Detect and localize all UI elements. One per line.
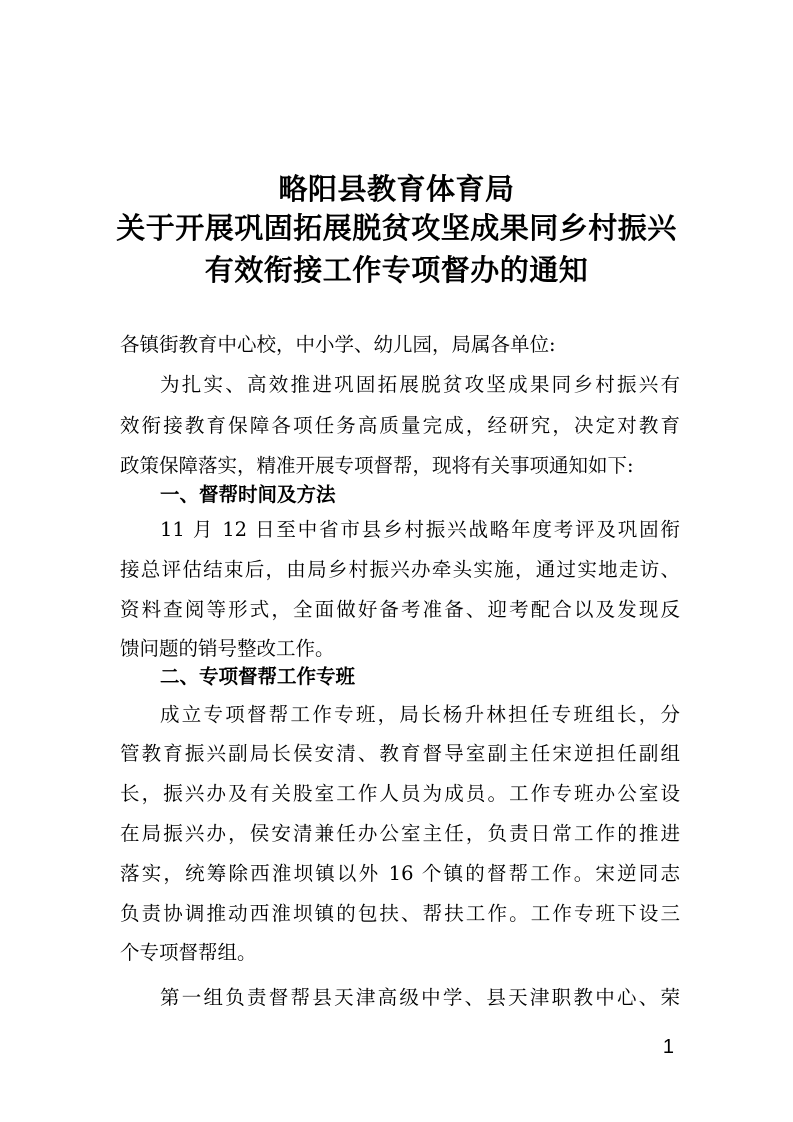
section-2-next-paragraph: 第一组负责督帮县天津高级中学、县天津职教中心、荣 xyxy=(160,986,680,1009)
document-title-line-3: 有效衔接工作专项督办的通知 xyxy=(204,253,589,287)
salutation: 各镇街教育中心校，中小学、幼儿园，局属各单位: xyxy=(120,333,556,356)
section-1-heading: 一、督帮时间及方法 xyxy=(160,483,336,506)
section-1-line-4: 馈问题的销号整改工作。 xyxy=(120,637,335,660)
section-2-line-3: 长，振兴办及有关股室工作人员为成员。工作专班办公室设 xyxy=(120,782,680,805)
intro-line-2: 效衔接教育保障各项任务高质量完成，经研究，决定对教育 xyxy=(120,414,680,437)
section-1-line-1: 11 月 12 日至中省市县乡村振兴战略年度考评及巩固衔 xyxy=(160,518,680,541)
intro-line-3: 政策保障落实，精准开展专项督帮，现将有关事项通知如下: xyxy=(120,454,634,477)
section-2-line-7: 个专项督帮组。 xyxy=(120,941,257,964)
section-2-heading: 二、专项督帮工作专班 xyxy=(160,665,356,688)
page-number: 1 xyxy=(662,1036,674,1058)
section-2-line-6: 负责协调推动西淮坝镇的包扶、帮扶工作。工作专班下设三 xyxy=(120,902,680,925)
section-1-line-3: 资料查阅等形式，全面做好备考准备、迎考配合以及发现反 xyxy=(120,598,680,621)
section-2-line-1: 成立专项督帮工作专班，局长杨升林担任专班组长，分 xyxy=(160,703,680,726)
section-2-line-5: 落实，统筹除西淮坝镇以外 16 个镇的督帮工作。宋逆同志 xyxy=(120,862,680,885)
document-title-line-1: 略阳县教育体育局 xyxy=(278,172,515,206)
section-2-line-2: 管教育振兴副局长侯安清、教育督导室副主任宋逆担任副组 xyxy=(120,742,680,765)
document-title-line-2: 关于开展巩固拓展脱贫攻坚成果同乡村振兴 xyxy=(116,211,677,245)
section-1-line-2: 接总评估结束后，由局乡村振兴办牵头实施，通过实地走访、 xyxy=(120,558,680,581)
section-2-line-4: 在局振兴办，侯安清兼任办公室主任，负责日常工作的推进 xyxy=(120,822,680,845)
intro-line-1: 为扎实、高效推进巩固拓展脱贫攻坚成果同乡村振兴有 xyxy=(160,373,680,396)
